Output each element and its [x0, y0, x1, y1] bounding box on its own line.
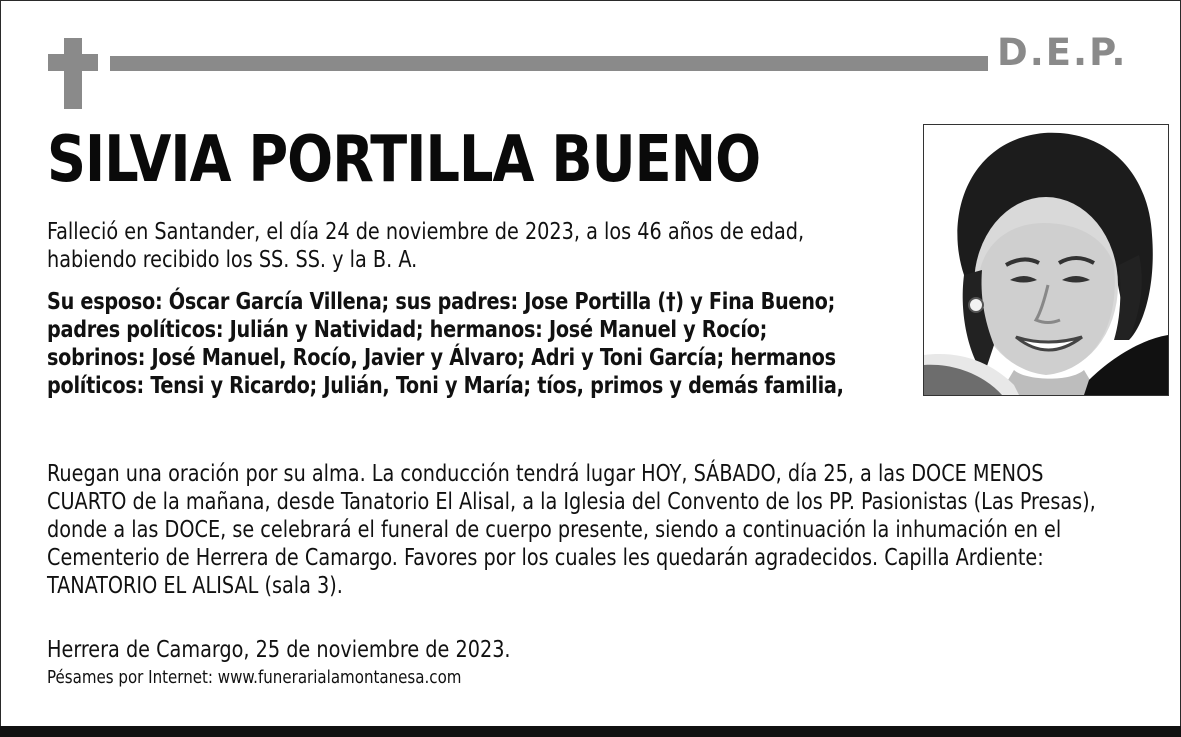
portrait-photo [923, 124, 1169, 396]
family-text: Su esposo: Óscar García Villena; sus padres: Jose Portilla (†) y Fina Bueno; padres políticos: Julián y Natividad; hermanos: José Manuel y Rocío; sobrinos: José Manuel, Rocío, Javier y Álvaro; Adri y Toni García; hermanos políticos: Tensi y Ricardo; Julián, Toni y María; tíos, primos y demás familia, [47, 289, 844, 399]
header-rule [110, 56, 988, 71]
intro-text: Falleció en Santander, el día 24 de noviembre de 2023, a los 46 años de edad, habiendo recibido los SS. SS. y la B. A. [47, 219, 805, 273]
bottom-border [0, 726, 1181, 737]
place-date-text: Herrera de Camargo, 25 de noviembre de 2023. [47, 637, 511, 663]
cross-icon-arm [48, 54, 98, 71]
condolences-text: Pésames por Internet: www.funerarialamontanesa.com [47, 667, 462, 688]
prayer-text: Ruegan una oración por su alma. La conducción tendrá lugar HOY, SÁBADO, día 25, a las DOCE MENOS CUARTO de la mañana, desde Tanatorio El Alisal, a la Iglesia del Convento de los PP. Pasionistas (Las Presas), donde a las DOCE, se celebrará el funeral de cuerpo presente, siendo a continuación la inhumación en el Cementerio de Herrera de Camargo. Favores por los cuales les quedarán agradecidos. Capilla Ardiente: TANATORIO EL ALISAL (sala 3). [47, 461, 1096, 599]
dep-label: D.E.P. [997, 31, 1128, 74]
portrait-photo-image [924, 125, 1168, 395]
cross-icon [64, 38, 82, 109]
deceased-name: SILVIA PORTILLA BUENO [47, 123, 761, 197]
